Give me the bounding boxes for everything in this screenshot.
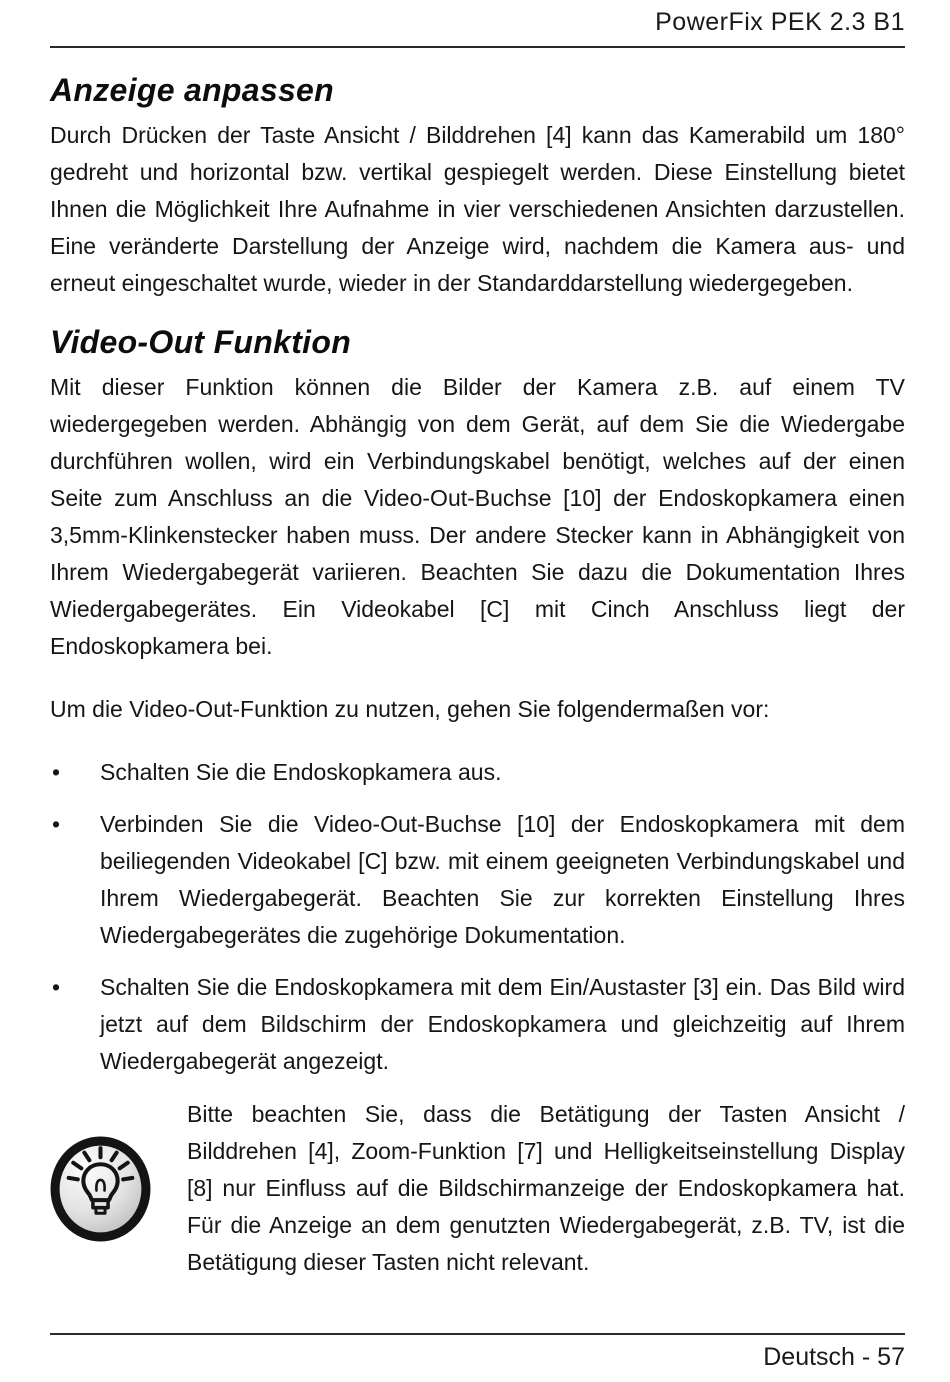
section-heading-anzeige-anpassen: Anzeige anpassen (50, 72, 335, 108)
page-number-label: Deutsch - 57 (763, 1343, 905, 1371)
step-text: Verbinden Sie die Video-Out-Buchse [10] der Endoskopkamera mit dem beiliegenden Videokabel [C] bzw. mit einem geeigneten Verbindungskabel und Ihrem Wiedergabegerät. Beachten Sie zur korrekten Einstellung Ihres Wiedergabegerätes die zugehörige Dokumentation. (100, 811, 905, 948)
hint-note-text: Bitte beachten Sie, dass die Betätigung der Tasten Ansicht / Bilddrehen [4], Zoom-Funktion [7] und Helligkeitseinstellung Display [8] nur Einfluss auf die Bildschirmanzeige der Endoskopkamera hat. Für die Anzeige an dem genutzten Wiedergabegerät, z.B. TV, ist die Betätigung dieser Tasten nicht relevant. (187, 1101, 905, 1275)
document-title: PowerFix PEK 2.3 B1 (655, 8, 905, 36)
step-text: Schalten Sie die Endoskopkamera aus. (100, 759, 502, 785)
hint-note (50, 1096, 905, 1281)
bullet-icon: • (52, 759, 61, 785)
bullet-icon: • (52, 811, 61, 837)
list-item (50, 969, 905, 1080)
section-heading-video-out: Video-Out Funktion (50, 324, 352, 360)
list-item (50, 806, 905, 954)
lightbulb-icon (50, 1136, 187, 1242)
step-list (50, 754, 905, 1080)
list-item (50, 754, 905, 791)
paragraph-steps-intro: Um die Video-Out-Funktion zu nutzen, gehen Sie folgendermaßen vor: (50, 696, 770, 722)
paragraph-anzeige-anpassen: Durch Drücken der Taste Ansicht / Bilddrehen [4] kann das Kamerabild um 180° gedreht und horizontal bzw. vertikal gespiegelt werden. Diese Einstellung bietet Ihnen die Möglichkeit Ihre Aufnahme in vier verschiedenen Ansichten darzustellen. Eine veränderte Darstellung der Anzeige wird, nachdem die Kamera aus- und erneut eingeschaltet wurde, wieder in der Standarddarstellung wiedergegeben. (50, 122, 905, 296)
bullet-icon: • (52, 974, 61, 1000)
paragraph-video-out: Mit dieser Funktion können die Bilder der Kamera z.B. auf einem TV wiedergegeben werden. Abhängig von dem Gerät, auf dem Sie die Wiedergabe durchführen wollen, wird ein Verbindungskabel benötigt, welches auf der einen Seite zum Anschluss an die Video-Out-Buchse [10] der Endoskopkamera einen 3,5mm-Klinkenstecker haben muss. Der andere Stecker kann in Abhängigkeit von Ihrem Wiedergabegerät variieren. Beachten Sie dazu die Dokumentation Ihres Wiedergabegerätes. Ein Videokabel [C] mit Cinch Anschluss liegt der Endoskopkamera bei. (50, 374, 905, 659)
page-header (50, 8, 905, 48)
step-text: Schalten Sie die Endoskopkamera mit dem Ein/Austaster [3] ein. Das Bild wird jetzt auf dem Bildschirm der Endoskopkamera und gleichzeitig auf Ihrem Wiedergabegerät angezeigt. (100, 974, 905, 1074)
page-footer (50, 1333, 905, 1372)
